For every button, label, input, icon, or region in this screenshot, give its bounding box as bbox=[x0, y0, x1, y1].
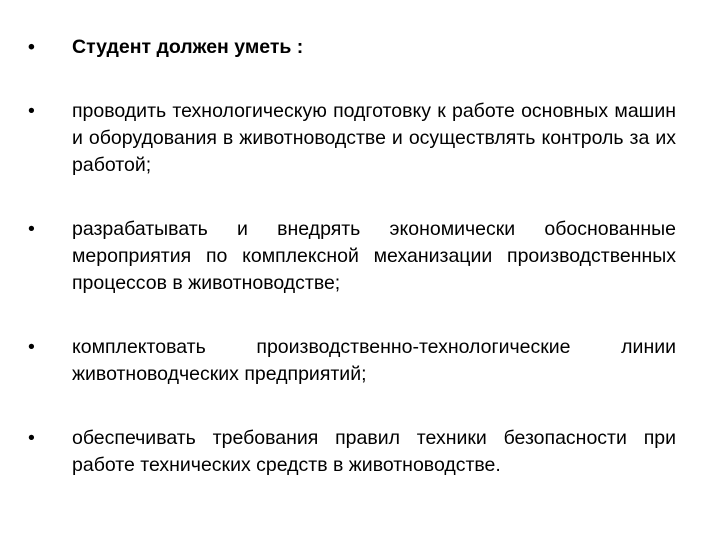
bullet-text: обеспечивать требования правил техники безопасности при работе технических средств в животноводстве. bbox=[72, 427, 676, 476]
heading-text: Студент должен уметь : bbox=[72, 36, 304, 58]
bullet-item bbox=[28, 216, 676, 297]
bullet-dot-icon: • bbox=[28, 100, 35, 122]
bullet-dot-icon: • bbox=[28, 36, 35, 58]
bullet-dot-icon: • bbox=[28, 218, 35, 240]
bullet-list bbox=[28, 34, 676, 479]
bullet-text: разрабатывать и внедрять экономически обоснованные мероприятия по комплексной механизации производственных процессов в животноводстве; bbox=[72, 218, 676, 294]
bullet-item-heading bbox=[28, 34, 676, 61]
bullet-dot-icon: • bbox=[28, 427, 35, 449]
bullet-text: комплектовать производственно-технологические линии животноводческих предприятий; bbox=[72, 336, 676, 385]
bullet-dot-icon: • bbox=[28, 336, 35, 358]
bullet-item bbox=[28, 334, 676, 388]
bullet-text: проводить технологическую подготовку к работе основных машин и оборудования в животноводстве и осуществлять контроль за их работой; bbox=[72, 100, 676, 176]
bullet-item bbox=[28, 425, 676, 479]
bullet-item bbox=[28, 98, 676, 179]
